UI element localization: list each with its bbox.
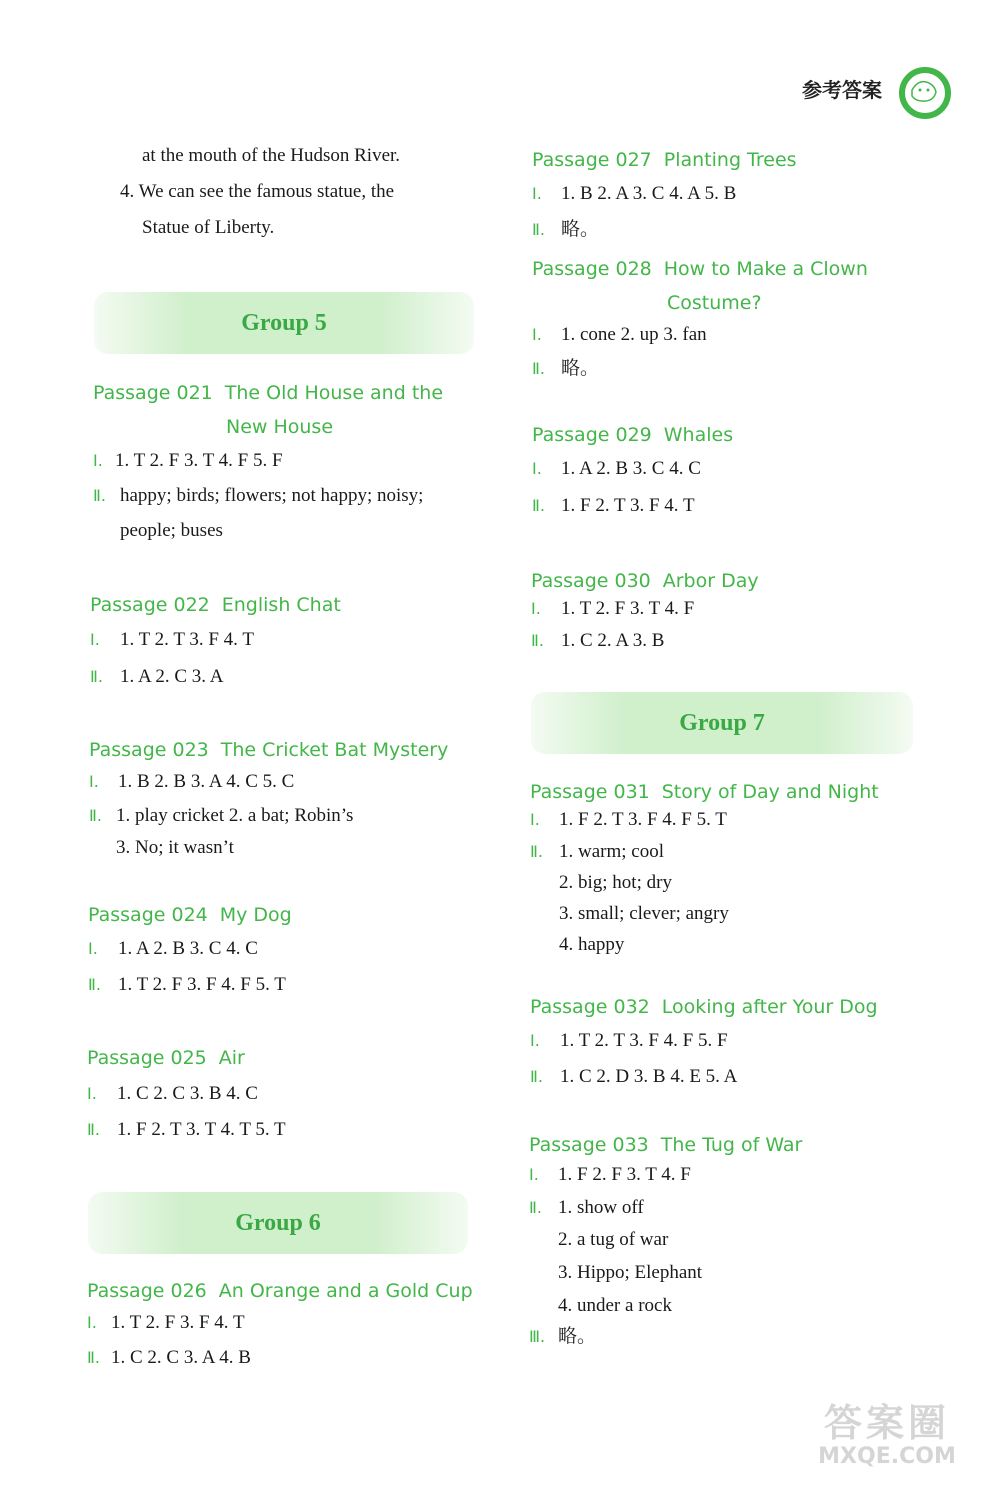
- roman-label: Ⅰ.: [532, 325, 542, 344]
- passage-026: [87, 1274, 473, 1373]
- passage-title: [87, 1041, 286, 1075]
- passage-name: Arbor Day: [662, 570, 759, 592]
- passage-title: [89, 733, 448, 767]
- roman-label: Ⅰ.: [90, 630, 100, 649]
- group-title: Group 6: [235, 1210, 321, 1236]
- passage-032: [530, 990, 878, 1092]
- header-logo-icon: [898, 66, 952, 120]
- passage-029: [532, 418, 733, 521]
- roman-label: Ⅰ.: [532, 459, 542, 478]
- passage-021: [93, 376, 443, 546]
- answer-line: happy; birds; flowers; not happy; noisy;: [120, 485, 424, 506]
- passage-number: Passage 026: [87, 1280, 207, 1302]
- passage-name: The Old House and the: [224, 382, 444, 404]
- roman-label: Ⅰ.: [88, 939, 98, 958]
- answer-line: 1. T 2. T 3. F 4. T: [120, 629, 254, 650]
- passage-number: Passage 028: [532, 258, 652, 280]
- passage-title: [530, 990, 878, 1024]
- group-7-heading: [531, 692, 913, 754]
- answer-line-cont: people; buses: [120, 520, 223, 541]
- answer-line: 1. A 2. C 3. A: [120, 666, 224, 687]
- roman-label: Ⅱ.: [530, 1067, 543, 1086]
- passage-022: [90, 588, 341, 692]
- passage-number: Passage 032: [530, 996, 650, 1018]
- roman-label: Ⅰ.: [93, 451, 103, 470]
- roman-label: Ⅱ.: [531, 631, 544, 650]
- answer-line: 1. C 2. A 3. B: [561, 630, 665, 651]
- passage-name: How to Make a Clown: [663, 258, 868, 280]
- answer-line: 1. show off: [558, 1197, 644, 1218]
- answer-line: 1. T 2. F 3. F 4. F 5. T: [118, 974, 286, 995]
- passage-number: Passage 023: [89, 739, 209, 761]
- answer-line: 1. A 2. B 3. C 4. C: [561, 458, 701, 479]
- answer-line: 1. cone 2. up 3. fan: [561, 324, 707, 345]
- watermark-logo: [792, 1402, 982, 1472]
- passage-030: [531, 564, 759, 656]
- roman-label: Ⅰ.: [89, 772, 99, 791]
- passage-025: [87, 1041, 286, 1145]
- roman-label: Ⅱ.: [530, 842, 543, 861]
- passage-name: An Orange and a Gold Cup: [218, 1280, 473, 1302]
- passage-024: [88, 898, 292, 1000]
- passage-name: Planting Trees: [663, 149, 797, 171]
- roman-label: Ⅰ.: [531, 599, 541, 618]
- passage-number: Passage 022: [90, 594, 210, 616]
- answer-line: 1. B 2. A 3. C 4. A 5. B: [561, 183, 737, 204]
- roman-label: Ⅰ.: [529, 1165, 539, 1184]
- answer-line: 1. T 2. F 3. T 4. F: [561, 598, 695, 619]
- answer-line: 1. F 2. T 3. F 4. T: [561, 495, 695, 516]
- passage-title: [88, 898, 292, 932]
- passage-name: The Tug of War: [660, 1134, 803, 1156]
- answer-line: 略。: [558, 1326, 597, 1347]
- answer-line: 1. B 2. B 3. A 4. C 5. C: [118, 771, 295, 792]
- roman-label: Ⅲ.: [529, 1327, 546, 1346]
- answer-line: 1. warm; cool: [559, 841, 665, 862]
- passage-title: [530, 775, 879, 809]
- answer-line: 略。: [561, 219, 600, 240]
- roman-label: Ⅰ.: [530, 810, 540, 829]
- passage-title: [87, 1274, 473, 1308]
- roman-label: Ⅱ.: [90, 667, 103, 686]
- roman-label: Ⅰ.: [87, 1313, 97, 1332]
- answer-line: 1. play cricket 2. a bat; Robin’s: [116, 805, 354, 826]
- roman-label: Ⅱ.: [532, 496, 545, 515]
- roman-label: Ⅱ.: [87, 1348, 100, 1367]
- answer-subline: 3. Hippo; Elephant: [558, 1262, 703, 1283]
- passage-name: English Chat: [221, 594, 341, 616]
- passage-number: Passage 033: [529, 1134, 649, 1156]
- answer-subline: 2. big; hot; dry: [559, 872, 672, 893]
- passage-name: My Dog: [219, 904, 292, 926]
- answer-subline: 4. happy: [559, 934, 625, 955]
- passage-number: Passage 030: [531, 570, 651, 592]
- continuation-text: [120, 138, 400, 246]
- answer-line: 1. C 2. C 3. B 4. C: [117, 1083, 258, 1104]
- answer-line: 1. T 2. F 3. T 4. F 5. F: [115, 450, 283, 471]
- passage-033: [529, 1128, 802, 1352]
- passage-title: [532, 418, 733, 452]
- passage-number: Passage 029: [532, 424, 652, 446]
- passage-name-cont: New House: [226, 416, 334, 438]
- roman-label: Ⅱ.: [87, 1120, 100, 1139]
- group-6-heading: [88, 1192, 468, 1254]
- roman-label: Ⅱ.: [89, 806, 102, 825]
- group-title: Group 5: [241, 310, 327, 336]
- answer-subline: 2. a tug of war: [558, 1229, 669, 1250]
- passage-name: Story of Day and Night: [661, 781, 879, 803]
- answer-line: 1. F 2. T 3. T 4. T 5. T: [117, 1119, 286, 1140]
- passage-name: The Cricket Bat Mystery: [220, 739, 449, 761]
- answer-line: 1. F 2. T 3. F 4. F 5. T: [559, 809, 727, 830]
- passage-title: [532, 252, 868, 320]
- passage-number: Passage 024: [88, 904, 208, 926]
- answer-subline: 3. small; clever; angry: [559, 903, 729, 924]
- watermark-url: MXQE.COM: [818, 1444, 956, 1469]
- roman-label: Ⅰ.: [530, 1031, 540, 1050]
- passage-title: [532, 143, 797, 177]
- answer-line: 1. T 2. F 3. F 4. T: [111, 1312, 245, 1333]
- passage-number: Passage 031: [530, 781, 650, 803]
- answer-line: 1. C 2. D 3. B 4. E 5. A: [560, 1066, 738, 1087]
- passage-title: [529, 1128, 802, 1162]
- answer-line: 1. A 2. B 3. C 4. C: [118, 938, 258, 959]
- roman-label: Ⅱ.: [532, 359, 545, 378]
- continuation-line: at the mouth of the Hudson River.: [142, 145, 401, 166]
- roman-label: Ⅱ.: [529, 1198, 542, 1217]
- roman-label: Ⅰ.: [532, 184, 542, 203]
- continuation-line: 4. We can see the famous statue, the: [120, 181, 395, 202]
- passage-title: [90, 588, 341, 622]
- passage-name: Whales: [663, 424, 734, 446]
- passage-number: Passage 025: [87, 1047, 207, 1069]
- passage-title: [93, 376, 443, 444]
- answer-subline: 4. under a rock: [558, 1295, 672, 1316]
- continuation-line: Statue of Liberty.: [142, 217, 275, 238]
- passage-023: [89, 733, 448, 863]
- answer-line: 略。: [561, 358, 600, 379]
- passage-031: [530, 775, 879, 960]
- group-title: Group 7: [679, 710, 765, 736]
- passage-number: Passage 027: [532, 149, 652, 171]
- roman-label: Ⅱ.: [532, 220, 545, 239]
- passage-number: Passage 021: [93, 382, 213, 404]
- roman-label: Ⅱ.: [88, 975, 101, 994]
- passage-028: [532, 252, 868, 384]
- passage-name: Air: [218, 1047, 245, 1069]
- passage-name: Looking after Your Dog: [661, 996, 878, 1018]
- answer-line: 1. T 2. T 3. F 4. F 5. F: [560, 1030, 728, 1051]
- roman-label: Ⅱ.: [93, 486, 106, 505]
- answer-line: 1. C 2. C 3. A 4. B: [111, 1347, 251, 1368]
- passage-title: [531, 564, 759, 598]
- page-header-title: 参考答案: [802, 78, 882, 102]
- passage-name-cont: Costume?: [667, 292, 762, 314]
- answer-line: 1. F 2. F 3. T 4. F: [558, 1164, 691, 1185]
- passage-027: [532, 143, 797, 245]
- roman-label: Ⅰ.: [87, 1084, 97, 1103]
- group-5-heading: [94, 292, 474, 354]
- watermark-cn: 答案圈: [823, 1401, 950, 1445]
- answer-line-cont: 3. No; it wasn’t: [116, 837, 234, 858]
